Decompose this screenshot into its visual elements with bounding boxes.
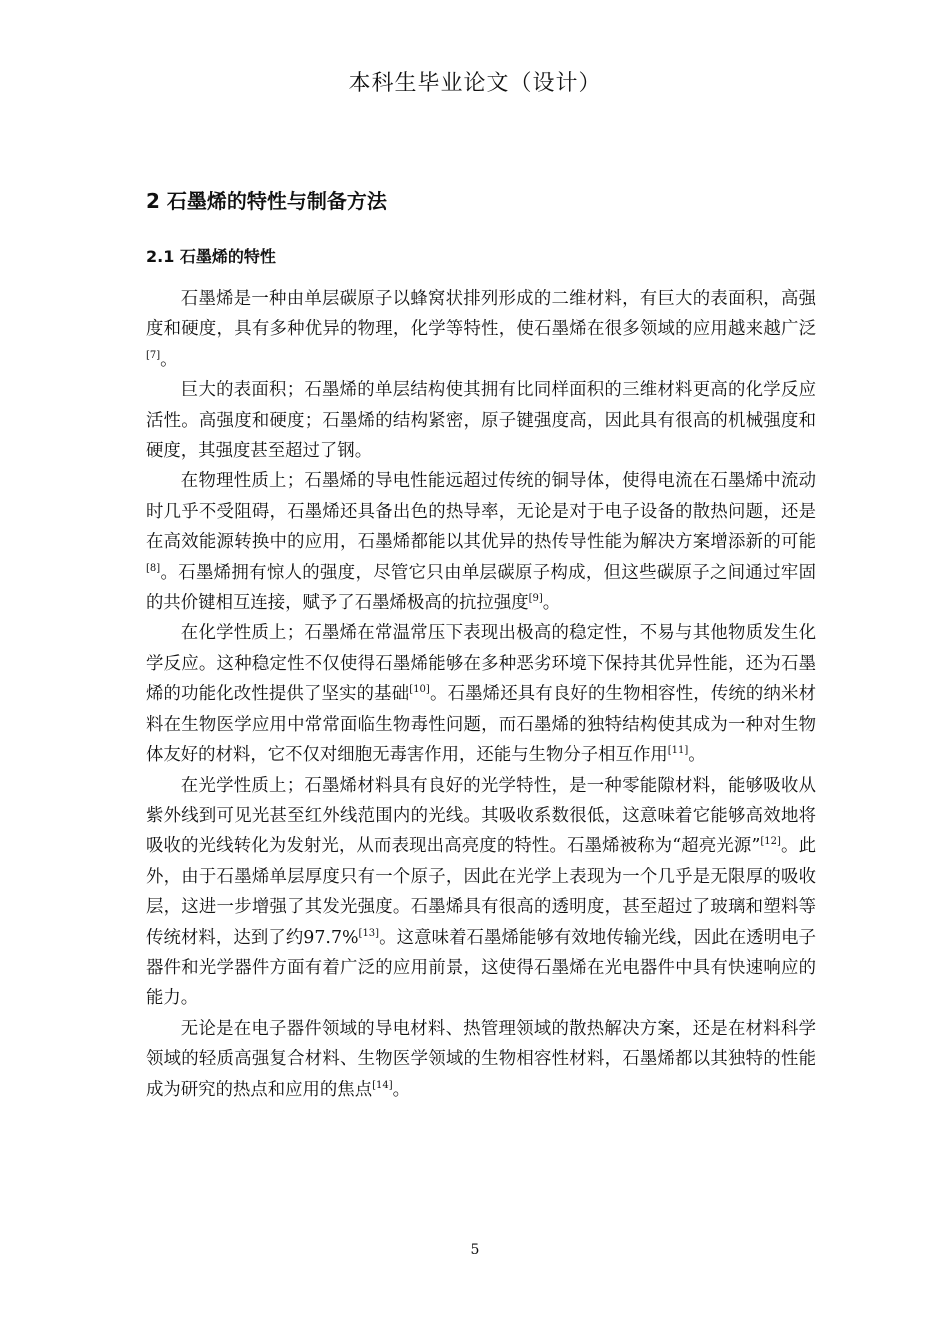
citation-ref[interactable]: [8]: [146, 562, 161, 574]
citation-ref[interactable]: [11]: [667, 745, 689, 757]
paragraph-intro: [146, 284, 816, 375]
paragraph-surface-strength: [146, 375, 816, 466]
paragraph-text: 。石墨烯还具有良好的生物相容性，传统的纳米材料在生物医学应用中常常面临生物毒性问题，而石墨烯的独特结构使其成为一种对生物体友好的材料，它不仅对细胞无毒害作用，还能与生物分子相互作用: [146, 684, 816, 766]
paragraph-text: 石墨烯是一种由单层碳原子以蜂窝状排列形成的二维材料，有巨大的表面积，高强度和硬度，具有多种优异的物理，化学等特性，使石墨烯在很多领域的应用越来越广泛: [146, 289, 816, 340]
paragraph-chemical: [146, 618, 816, 770]
citation-ref[interactable]: [7]: [146, 349, 161, 361]
paragraph-text: 。: [542, 593, 561, 614]
paragraph-text: 在光学性质上；石墨烯材料具有良好的光学特性，是一种零能隙材料，能够吸收从紫外线到可见光甚至红外线范围内的光线。其吸收系数很低，这意味着它能够高效地将吸收的光线转化为发射光，从而表现出高亮度的特性。石墨烯被称为“超亮光源”: [146, 775, 816, 857]
citation-ref[interactable]: [9]: [528, 593, 543, 605]
chapter-title: 2 石墨烯的特性与制备方法: [146, 189, 387, 213]
citation-ref[interactable]: [12]: [760, 836, 781, 848]
paragraph-physical: [146, 466, 816, 618]
page-body: [146, 180, 816, 1105]
paragraph-text: 。: [392, 1079, 411, 1100]
paragraph-text: 巨大的表面积；石墨烯的单层结构使其拥有比同样面积的三维材料更高的化学反应活性。高强度和硬度；石墨烯的结构紧密，原子键强度高，因此具有很高的机械强度和硬度，其强度甚至超过了钢。: [146, 380, 816, 462]
paragraph-text: 。此外，由于石墨烯单层厚度只有一个原子，因此在光学上表现为一个几乎是无限厚的吸收层，这进一步增强了其发光强度。石墨烯具有很高的透明度，甚至超过了玻璃和塑料等传统材料，达到了约97.7%: [146, 836, 816, 948]
paragraph-optical: [146, 771, 816, 1014]
paragraph-text: 在物理性质上；石墨烯的导电性能远超过传统的铜导体，使得电流在石墨烯中流动时几乎不受阻碍，石墨烯还具备出色的热导率，无论是对于电子设备的散热问题，还是在高效能源转换中的应用，石墨烯都能以其优异的热传导性能为解决方案增添新的可能: [146, 471, 816, 553]
paragraph-text: 。这意味着石墨烯能够有效地传输光线，因此在透明电子器件和光学器件方面有着广泛的应用前景，这使得石墨烯在光电器件中具有快速响应的能力。: [146, 927, 816, 1009]
page-header-title: 本科生毕业论文（设计）: [348, 71, 602, 96]
paragraph-text: 。: [160, 349, 178, 370]
section-title: 2.1 石墨烯的特性: [146, 247, 276, 266]
citation-ref[interactable]: [10]: [409, 684, 430, 696]
paragraph-text: 。石墨烯拥有惊人的强度，尽管它只由单层碳原子构成，但这些碳原子之间通过牢固的共价键相互连接，赋予了石墨烯极高的抗拉强度: [146, 562, 816, 614]
paragraph-text: 在化学性质上；石墨烯在常温常压下表现出极高的稳定性，不易与其他物质发生化学反应。这种稳定性不仅使得石墨烯能够在多种恶劣环境下保持其优异性能，还为石墨烯的功能化改性提供了坚实的基础: [146, 623, 816, 705]
paragraph-conclusion: [146, 1014, 816, 1105]
paragraph-text: 无论是在电子器件领域的导电材料、热管理领域的散热解决方案，还是在材料科学领域的轻质高强复合材料、生物医学领域的生物相容性材料，石墨烯都以其独特的性能成为研究的热点和应用的焦点: [146, 1018, 816, 1100]
citation-ref[interactable]: [13]: [358, 927, 380, 939]
citation-ref[interactable]: [14]: [372, 1079, 393, 1091]
page-number: 5: [470, 1242, 480, 1258]
paragraph-text: 。: [688, 745, 706, 766]
